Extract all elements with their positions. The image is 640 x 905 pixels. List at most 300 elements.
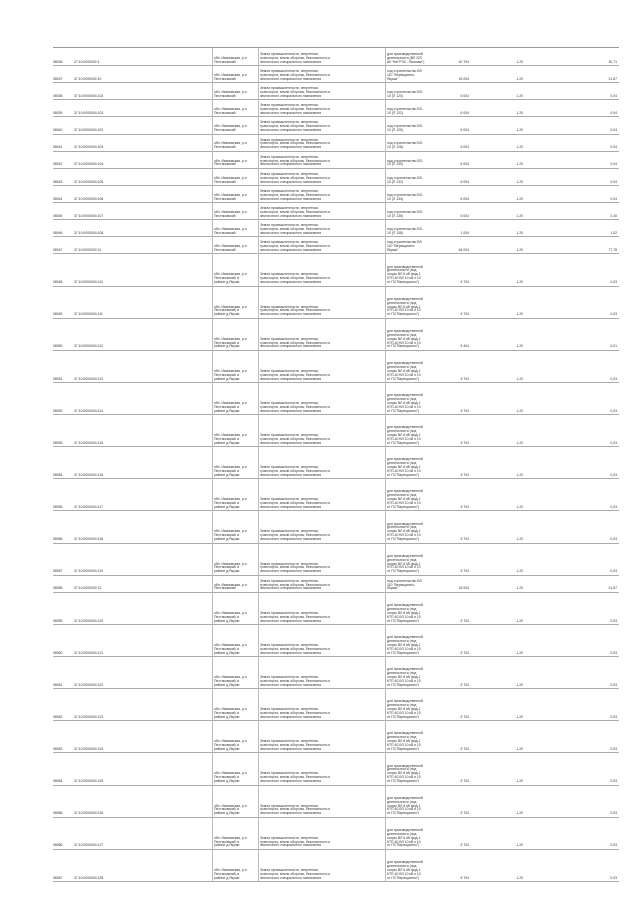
address-cell <box>212 253 259 285</box>
parcel-id <box>53 720 73 752</box>
parcel-id-text: 08038 <box>53 93 63 98</box>
area-cell <box>445 168 469 185</box>
land-category-cell-text: Земли промышленности, энергетики, транспорта, земли обороны, безопасности и земли иного специального назначения <box>260 69 331 81</box>
table-row <box>53 48 619 66</box>
land-category-cell <box>258 185 386 202</box>
table-row <box>53 688 619 721</box>
area-cell <box>445 688 469 720</box>
land-category-cell <box>258 752 386 784</box>
sum-cell-text: 0,03 <box>610 843 617 848</box>
parcel-id <box>53 151 73 168</box>
cadastral-number <box>74 99 132 116</box>
rate-cell <box>509 688 523 720</box>
sum-cell <box>583 151 617 168</box>
sum-cell <box>583 414 617 446</box>
land-category-cell <box>258 286 386 318</box>
address-cell-text: обл. Ивановская, р-н Пестяковский, в районе д.Якуши <box>214 465 247 477</box>
parcel-id <box>53 48 73 65</box>
rate-cell-text: 1,20 <box>516 376 523 381</box>
parcel-id-text: 08066 <box>53 843 63 848</box>
rate-cell <box>509 817 523 849</box>
land-category-cell <box>258 785 386 817</box>
parcel-id-text: 08040 <box>53 128 63 133</box>
cadastral-number-text: 37:10:0000004:117 <box>74 505 103 510</box>
area-cell-text: 5 704 <box>460 569 469 574</box>
land-category-cell <box>258 99 386 116</box>
table-row <box>53 817 619 850</box>
cadastral-number-text: 37:10:0000004:102 <box>74 128 104 133</box>
land-category-cell <box>258 478 386 510</box>
table-row <box>53 350 619 383</box>
cadastral-number-text: 37:10:0000004:128 <box>74 875 104 880</box>
area-cell-text: 16 004 <box>458 586 469 591</box>
rate-cell <box>509 236 523 253</box>
land-category-cell <box>258 624 386 656</box>
land-parcel-table <box>53 47 619 881</box>
address-cell <box>212 151 259 168</box>
area-cell-text: 5 704 <box>460 376 469 381</box>
permitted-use-cell-text: для производственной деятельности (под опоры ВЛ 6 кВ фид-1 КТП-40 ВЛ 10 кВ п 10 от ПС"Верещагино") <box>387 795 423 816</box>
area-cell <box>445 849 469 881</box>
sum-cell <box>583 720 617 752</box>
sum-cell <box>583 82 617 99</box>
cadastral-number <box>74 134 132 151</box>
rate-cell <box>509 382 523 414</box>
land-category-cell-text: Земли промышленности, энергетики, транспорта, земли обороны, безопасности и земли иного специального назначения <box>260 610 331 623</box>
parcel-id-text: 08053 <box>53 440 63 445</box>
area-cell <box>445 350 469 382</box>
land-category-cell-text: Земли промышленности, энергетики, транспорта, земли обороны, безопасности и земли иного специального назначения <box>260 561 331 574</box>
area-cell <box>445 286 469 318</box>
sum-cell-text: 77,78 <box>608 248 617 253</box>
land-category-cell <box>258 253 386 285</box>
rate-cell <box>509 253 523 285</box>
permitted-use-cell-text: для производственной деятельности (под опоры ВЛ 6 кВ фид-1 КТП-40 ВЛ 10 кВ п 10 от ПС"Верещагино") <box>387 264 423 285</box>
land-category-cell <box>258 414 386 446</box>
parcel-id <box>53 575 73 592</box>
area-cell-text: 64 004 <box>458 248 469 253</box>
parcel-id <box>53 414 73 446</box>
permitted-use-cell-text: для производственной деятельности (под опоры ВЛ 6 кВ фид-1 КТП-40 ВЛ 10 кВ п 10 от ПС"Верещагино") <box>387 553 423 574</box>
sum-cell <box>583 752 617 784</box>
area-cell-text: 5 704 <box>460 779 469 784</box>
sum-cell-text: 0,04 <box>610 128 617 133</box>
land-category-cell <box>258 134 386 151</box>
parcel-id <box>53 236 73 253</box>
sum-cell <box>583 478 617 510</box>
rate-cell <box>509 575 523 592</box>
parcel-id-text: 08045 <box>53 213 63 218</box>
area-cell <box>445 134 469 151</box>
rate-cell-text: 1,20 <box>516 408 523 413</box>
permitted-use-cell-text: под строительство ВЛ- 10 (П 125) <box>387 124 423 133</box>
parcel-id <box>53 624 73 656</box>
address-cell-text: обл. Ивановская, р-н Пестяковский <box>214 158 247 167</box>
land-category-cell <box>258 82 386 99</box>
sum-cell-text: 0,40 <box>610 213 617 218</box>
parcel-id <box>53 817 73 849</box>
land-category-cell-text: Земли промышленности, энергетики, транспорта, земли обороны, безопасности и земли иного специального назначения <box>260 368 331 381</box>
address-cell <box>212 219 259 236</box>
rate-cell-text: 1,20 <box>516 779 523 784</box>
address-cell-text: обл. Ивановская, р-н Пестяковский, в районе д.Якуши <box>214 497 247 510</box>
sum-cell <box>583 202 617 219</box>
rate-cell <box>509 318 523 350</box>
land-category-cell-text: Земли промышленности, энергетики, транспорта, земли обороны, безопасности и земли иного специального назначения <box>260 51 331 64</box>
parcel-id <box>53 510 73 542</box>
permitted-use-cell-text: для производственной деятельности (под опоры ВЛ 6 кВ фид-1 КТП-40 ВЛ 10 кВ п 10 от ПС"Верещагино") <box>387 731 423 752</box>
table-row <box>53 253 619 286</box>
land-category-cell <box>258 318 386 350</box>
parcel-id-text: 08049 <box>53 312 63 317</box>
parcel-id-text: 08050 <box>53 344 63 349</box>
address-cell <box>212 478 259 510</box>
area-cell-text: 6 004 <box>460 196 469 201</box>
land-category-cell-text: Земли промышленности, энергетики, транспорта, земли обороны, безопасности и земли иного специального назначения <box>260 578 331 591</box>
sum-cell <box>583 65 617 82</box>
address-cell-text: обл. Ивановская, р-н Пестяковский, в районе д.Якуши <box>214 835 247 848</box>
area-cell <box>445 575 469 592</box>
rate-cell <box>509 656 523 688</box>
land-category-cell <box>258 592 386 624</box>
address-cell-text: обл. Ивановская, р-н Пестяковский <box>214 192 247 201</box>
sum-cell-text: 21,67 <box>608 76 617 81</box>
area-cell <box>445 82 469 99</box>
parcel-id <box>53 99 73 116</box>
parcel-id-text: 08054 <box>53 472 63 477</box>
address-cell <box>212 785 259 817</box>
sum-cell <box>583 350 617 382</box>
rate-cell-text: 1,20 <box>516 59 523 64</box>
permitted-use-cell-text: под строительство ВЛ- 10 (П 138) <box>387 227 423 235</box>
address-cell-text: обл. Ивановская, р-н Пестяковский, в районе д.Якуши <box>214 400 247 413</box>
area-cell <box>445 236 469 253</box>
permitted-use-cell-text: под строительство ВЛ 110 "Верещагино- Якуши" <box>387 578 422 591</box>
area-cell-text: 5 704 <box>460 408 469 413</box>
sum-cell <box>583 318 617 350</box>
parcel-id-text: 08039 <box>53 111 63 116</box>
rate-cell <box>509 414 523 446</box>
permitted-use-cell-text: под строительство ВЛ- 10 (П 122) <box>387 107 423 116</box>
address-cell-text: обл. Ивановская, р-н Пестяковский <box>214 227 247 235</box>
sum-cell <box>583 624 617 656</box>
area-cell-text: 6 004 <box>460 128 469 133</box>
table-row <box>53 219 619 237</box>
parcel-id-text: 08059 <box>53 618 63 623</box>
rate-cell-text: 1,20 <box>516 111 523 116</box>
area-cell-text: 40 704 <box>458 59 469 64</box>
address-cell-text: обл. Ивановская, р-н Пестяковский <box>214 175 247 184</box>
rate-cell-text: 1,20 <box>516 843 523 848</box>
rate-cell-text: 1,20 <box>516 875 523 880</box>
cadastral-number-text: 37:10:0000004:114 <box>74 408 103 413</box>
sum-cell-text: 0,04 <box>610 93 617 98</box>
table-row <box>53 752 619 785</box>
area-cell-text: 5 704 <box>460 682 469 687</box>
cadastral-number-text: 37:10:0000004:127 <box>74 843 104 848</box>
address-cell <box>212 65 259 82</box>
rate-cell-text: 1,20 <box>516 196 523 201</box>
address-cell <box>212 48 259 65</box>
sum-cell-text: 0,03 <box>610 875 617 880</box>
rate-cell <box>509 624 523 656</box>
cadastral-number-text: 37:10:0000004:102 <box>74 93 104 98</box>
land-category-cell-text: Земли промышленности, энергетики, транспорта, земли обороны, безопасности и земли иного специального назначения <box>260 642 331 655</box>
table-row <box>53 414 619 447</box>
permitted-use-cell-text: под строительство ВЛ- 10 (П 134) <box>387 192 423 201</box>
table-row <box>53 510 619 543</box>
parcel-id-text: 08062 <box>53 714 63 719</box>
sum-cell-text: 0,04 <box>610 196 617 201</box>
land-category-cell <box>258 849 386 881</box>
table-row <box>53 236 619 254</box>
rate-cell-text: 1,20 <box>516 312 523 317</box>
area-cell <box>445 752 469 784</box>
land-category-cell-text: Земли промышленности, энергетики, транспорта, земли обороны, безопасности и земли иного специального назначения <box>260 739 331 752</box>
area-cell-text: 5 404 <box>460 344 469 349</box>
cadastral-number-text: 37:10:0000004:121 <box>74 650 104 655</box>
land-category-cell-text: Земли промышленности, энергетики, транспорта, земли обороны, безопасности и земли иного специального назначения <box>260 272 331 285</box>
permitted-use-cell-text: для производственной деятельности (под опоры ВЛ 6 кВ фид-1 КТП-40 ВЛ 10 кВ п 10 от ПС"Верещагино") <box>387 360 423 381</box>
permitted-use-cell-text: под строительство ВЛ- 10 (П 128) <box>387 141 423 150</box>
parcel-id <box>53 202 73 219</box>
parcel-id <box>53 849 73 881</box>
address-cell <box>212 414 259 446</box>
cadastral-number-text: 37:10:0000004:104 <box>74 162 104 167</box>
address-cell <box>212 656 259 688</box>
cadastral-number <box>74 318 132 350</box>
parcel-id-text: 08064 <box>53 779 63 784</box>
cadastral-number-text: 37:10:0000004:124 <box>74 747 104 752</box>
land-category-cell <box>258 116 386 133</box>
parcel-id <box>53 318 73 350</box>
sum-cell-text: 0,04 <box>610 179 617 184</box>
area-cell-text: 5 704 <box>460 843 469 848</box>
cadastral-number <box>74 286 132 318</box>
rate-cell-text: 1,20 <box>516 213 523 218</box>
address-cell <box>212 752 259 784</box>
rate-cell-text: 1,20 <box>516 248 523 253</box>
address-cell <box>212 236 259 253</box>
permitted-use-cell-text: для производственной деятельности (под опоры ВЛ 6 кВ фид-1 КТП-40 ВЛ 10 кВ п 10 от ПС"Верещагино") <box>387 667 423 687</box>
area-cell <box>445 720 469 752</box>
cadastral-number <box>74 202 132 219</box>
land-category-cell-text: Земли промышленности, энергетики, транспорта, земли обороны, безопасности и земли иного специального назначения <box>260 137 331 150</box>
cadastral-number-text: 37:10:0000004:112 <box>74 344 103 349</box>
rate-cell-text: 1,20 <box>516 682 523 687</box>
cadastral-number <box>74 510 132 542</box>
area-cell-text: 6 004 <box>460 162 469 167</box>
area-cell <box>445 592 469 624</box>
address-cell <box>212 202 259 219</box>
address-cell <box>212 318 259 350</box>
rate-cell-text: 1,20 <box>516 747 523 752</box>
rate-cell <box>509 48 523 65</box>
rate-cell-text: 1,20 <box>516 586 523 591</box>
land-category-cell-text: Земли промышленности, энергетики, транспорта, земли обороны, безопасности и земли иного специального назначения <box>260 154 331 167</box>
permitted-use-cell-text: для производственной деятельности (под опоры ВЛ 6 кВ фид-1 КТП-40 ВЛ 10 кВ п 10 от ПС"Верещагино") <box>387 635 423 655</box>
permitted-use-cell-text: под строительство ВЛ- 10 (П 130) <box>387 158 423 167</box>
cadastral-number <box>74 168 132 185</box>
permitted-use-cell-text: для производственной деятельности (под опоры ВЛ 6 кВ фид-1 КТП-40 ВЛ 10 кВ п 10 от ПС"Верещагино") <box>387 393 423 413</box>
table-row <box>53 785 619 818</box>
area-cell <box>445 478 469 510</box>
cadastral-number <box>74 116 132 133</box>
area-cell <box>445 446 469 478</box>
sum-cell <box>583 785 617 817</box>
permitted-use-cell-text: для производственной деятельности (под опоры ВЛ 6 кВ фид-1 КТП-40 ВЛ 10 кВ п 10 от ПС"Верещагино") <box>387 425 423 445</box>
rate-cell-text: 1,20 <box>516 162 523 167</box>
cadastral-number-text: 37:10:0000004:116 <box>74 472 103 477</box>
rate-cell-text: 1,20 <box>516 76 523 81</box>
table-row <box>53 168 619 186</box>
land-category-cell <box>258 575 386 592</box>
sum-cell <box>583 253 617 285</box>
land-category-cell-text: Земли промышленности, энергетики, транспорта, земли обороны, безопасности и земли иного специального назначения <box>260 465 331 477</box>
address-cell <box>212 575 259 592</box>
land-category-cell <box>258 382 386 414</box>
rate-cell-text: 1,20 <box>516 811 523 816</box>
parcel-id <box>53 785 73 817</box>
cadastral-number <box>74 575 132 592</box>
table-row <box>53 82 619 100</box>
area-cell <box>445 151 469 168</box>
sum-cell <box>583 219 617 236</box>
rate-cell <box>509 592 523 624</box>
rate-cell-text: 1,20 <box>516 537 523 542</box>
rate-cell <box>509 116 523 133</box>
sum-cell-text: 0,03 <box>610 505 617 510</box>
sum-cell-text: 0,03 <box>610 747 617 752</box>
cadastral-number <box>74 350 132 382</box>
address-cell-text: обл. Ивановская, р-н Пестяковский, в районе д.Якуши <box>214 642 247 655</box>
table-row <box>53 116 619 134</box>
cadastral-number <box>74 414 132 446</box>
sum-cell <box>583 134 617 151</box>
address-cell <box>212 185 259 202</box>
land-category-cell-text: Земли промышленности, энергетики, транспорта, земли обороны, безопасности и земли иного специального назначения <box>260 171 331 184</box>
cadastral-number <box>74 592 132 624</box>
cadastral-number-text: 37:10:0000004:103 <box>74 111 104 116</box>
rate-cell-text: 1,20 <box>516 128 523 133</box>
cadastral-number-text: 37:10:0000004:120 <box>74 618 104 623</box>
sum-cell-text: 0,03 <box>610 682 617 687</box>
address-cell <box>212 350 259 382</box>
permitted-use-cell-text: для производственной деятельности (под опоры ВЛ 6 кВ фид-1 КТП-40 ВЛ 10 кВ п 10 от ПС"Верещагино") <box>387 521 423 542</box>
permitted-use-cell-text: для производственной деятельности (под опоры ВЛ 6 кВ фид-1 КТП-40 ВЛ 10 кВ п 10 от ПС"Верещагино") <box>387 763 423 784</box>
rate-cell <box>509 720 523 752</box>
address-cell <box>212 382 259 414</box>
cadastral-number-text: 37:10:0000004:123 <box>74 714 104 719</box>
permitted-use-cell-text: для производственной деятельности (под опоры ВЛ 6 кВ фид-1 КТП-40 ВЛ 10 кВ п 10 от ПС"Верещагино") <box>387 827 423 848</box>
sum-cell-text: 21,67 <box>608 586 617 591</box>
address-cell <box>212 99 259 116</box>
sum-cell-text: 0,03 <box>610 376 617 381</box>
parcel-id <box>53 688 73 720</box>
area-cell-text: 5 704 <box>460 618 469 623</box>
parcel-id <box>53 592 73 624</box>
area-cell <box>445 202 469 219</box>
sum-cell <box>583 592 617 624</box>
cadastral-number <box>74 48 132 65</box>
land-category-cell-text: Земли промышленности, энергетики, транспорта, земли обороны, безопасности и земли иного специального назначения <box>260 188 331 201</box>
land-category-cell <box>258 543 386 575</box>
sum-cell-text: 0,04 <box>610 145 617 150</box>
land-category-cell-text: Земли промышленности, энергетики, транспорта, земли обороны, безопасности и земли иного специального назначения <box>260 120 331 133</box>
table-row <box>53 446 619 479</box>
rate-cell <box>509 849 523 881</box>
parcel-id <box>53 253 73 285</box>
address-cell-text: обл. Ивановская, р-н Пестяковский, в районе д.Якуши <box>214 771 247 784</box>
parcel-id <box>53 168 73 185</box>
rate-cell <box>509 185 523 202</box>
sum-cell-text: 0,03 <box>610 408 617 413</box>
parcel-id-text: 08048 <box>53 280 63 285</box>
cadastral-number <box>74 688 132 720</box>
rate-cell-text: 1,20 <box>516 179 523 184</box>
area-cell-text: 5 704 <box>460 650 469 655</box>
area-cell <box>445 185 469 202</box>
area-cell-text: 6 004 <box>460 145 469 150</box>
parcel-id-text: 08041 <box>53 145 63 150</box>
area-cell <box>445 510 469 542</box>
area-cell <box>445 253 469 285</box>
area-cell-text: 5 704 <box>460 440 469 445</box>
land-category-cell <box>258 168 386 185</box>
rate-cell-text: 1,20 <box>516 569 523 574</box>
area-cell <box>445 543 469 575</box>
permitted-use-cell-text: для производственной деятельности (под опоры ВЛ 6 кВ фид-1 КТП-40 ВЛ 10 кВ п 10 от ПС"Верещагино") <box>387 328 423 349</box>
address-cell <box>212 510 259 542</box>
table-row <box>53 134 619 152</box>
area-cell-text: 5 704 <box>460 875 469 880</box>
address-cell <box>212 849 259 881</box>
parcel-id <box>53 478 73 510</box>
rate-cell-text: 1,20 <box>516 505 523 510</box>
table-row <box>53 478 619 511</box>
address-cell <box>212 286 259 318</box>
address-cell-text: обл. Ивановская, р-н Пестяковский, в районе д.Якуши <box>214 529 247 542</box>
table-row <box>53 99 619 117</box>
sum-cell-text: 0,04 <box>610 111 617 116</box>
cadastral-number <box>74 382 132 414</box>
land-category-cell <box>258 48 386 65</box>
parcel-id <box>53 382 73 414</box>
rate-cell <box>509 510 523 542</box>
rate-cell <box>509 752 523 784</box>
sum-cell <box>583 688 617 720</box>
area-cell-text: 6 004 <box>460 213 469 218</box>
sum-cell-text: 0,04 <box>610 162 617 167</box>
cadastral-number-text: 37:10:0000004:119 <box>74 569 103 574</box>
parcel-id <box>53 350 73 382</box>
land-category-cell-text: Земли промышленности, энергетики, транспорта, земли обороны, безопасности и земли иного специального назначения <box>260 103 331 116</box>
cadastral-number <box>74 624 132 656</box>
cadastral-number <box>74 817 132 849</box>
permitted-use-cell-text: под строительство ВЛ 110 "Верещагино- Якуши" <box>387 240 422 253</box>
land-category-cell <box>258 510 386 542</box>
cadastral-number-text: 27:10:0000002:1 <box>74 59 100 64</box>
sum-cell <box>583 446 617 478</box>
cadastral-number-text: 37:10:0000002:11 <box>74 248 102 253</box>
address-cell-text: обл. Ивановская, р-н Пестяковский, в районе д.Якуши <box>214 272 247 285</box>
parcel-id-text: 08055 <box>53 505 63 510</box>
land-category-cell <box>258 720 386 752</box>
rate-cell <box>509 168 523 185</box>
table-row <box>53 286 619 319</box>
land-category-cell-text: Земли промышленности, энергетики, транспорта, земли обороны, безопасности и земли иного специального назначения <box>260 803 331 816</box>
land-category-cell <box>258 236 386 253</box>
